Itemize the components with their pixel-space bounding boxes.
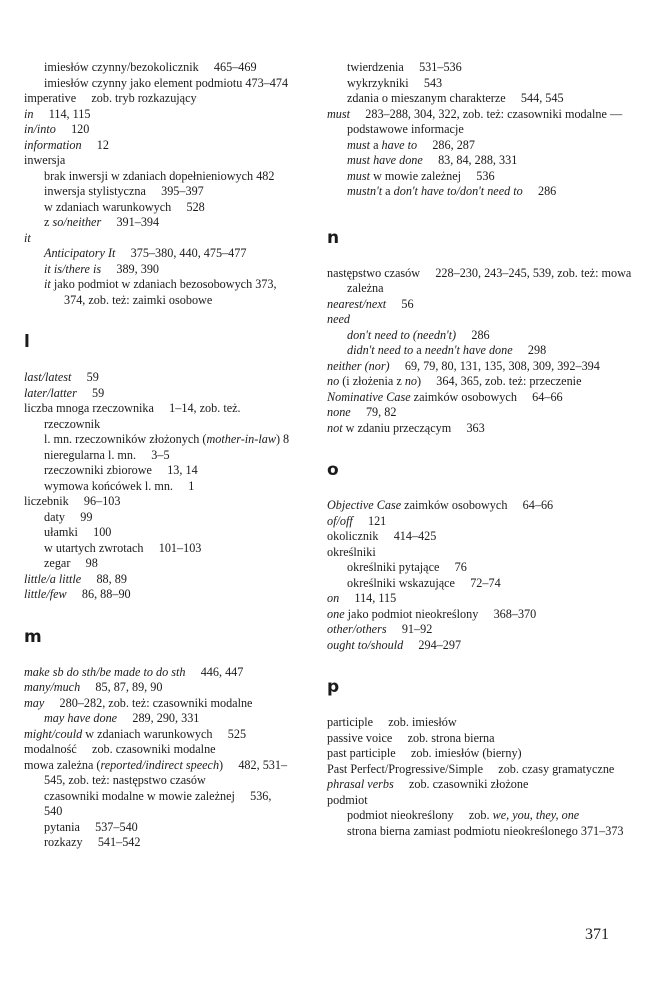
entry-text: 99	[64, 509, 93, 524]
index-entry	[327, 498, 632, 514]
index-entry	[327, 777, 632, 793]
entry-term-italic: Anticipatory It	[44, 246, 116, 260]
entry-text: w zdaniu przeczącym	[342, 420, 452, 435]
entry-text: określniki pytające	[347, 560, 440, 574]
entry-term-italic: mustn't	[347, 184, 383, 198]
index-subentry	[24, 541, 290, 557]
entry-term-italic: Objective Case	[327, 498, 402, 512]
entry-text: 72–74	[454, 575, 501, 590]
section-gap	[24, 647, 290, 665]
index-entry	[24, 727, 290, 743]
index-entry	[327, 638, 632, 654]
entry-text: 525	[212, 726, 247, 741]
index-entry	[24, 758, 290, 789]
entry-text: podmiot nieokreślony	[347, 808, 454, 822]
entry-term-italic: may	[24, 695, 45, 710]
entry-text: w mowie zależnej	[370, 168, 462, 183]
entry-text: 465–469	[198, 60, 257, 74]
entry-text: 395–397	[145, 184, 204, 198]
entry-term-italic: must	[347, 137, 371, 152]
index-entry	[24, 370, 290, 386]
section-gap	[327, 436, 632, 460]
index-entry	[24, 138, 290, 154]
entry-text: 375–380, 440, 475–477	[115, 246, 247, 260]
section-letter-heading: o	[327, 460, 339, 480]
entry-text: 100	[77, 525, 112, 539]
entry-term-italic: it is/there is	[44, 261, 102, 276]
index-subentry	[327, 169, 632, 185]
entry-text: 96–103	[68, 494, 121, 508]
entry-text: 114, 115	[339, 591, 397, 605]
index-entry	[24, 91, 290, 107]
entry-term-italic: have to	[381, 137, 418, 152]
entry-text: a	[382, 184, 394, 198]
index-entry	[327, 107, 632, 138]
index-entry	[24, 401, 290, 432]
index-entry	[327, 266, 632, 297]
index-entry	[327, 591, 632, 607]
entry-term-italic: later/latter	[24, 385, 77, 400]
index-subentry	[24, 60, 290, 76]
entry-text: brak inwersji w zdaniach dopełnieniowych	[44, 168, 254, 183]
entry-text: zob. tryb rozkazujący	[76, 91, 197, 105]
index-subentry	[24, 711, 290, 727]
entry-text: 59	[76, 385, 105, 400]
index-entry	[327, 421, 632, 437]
entry-text: mowa zależna (	[24, 757, 101, 772]
index-subentry	[24, 246, 290, 262]
entry-text: ułamki	[44, 525, 78, 539]
section-gap	[327, 697, 632, 715]
entry-text: liczba mnoga rzeczownika	[24, 401, 154, 415]
entry-text: ) 364, 365, zob. też: przeczenie	[417, 374, 582, 388]
entry-text: 536	[461, 168, 495, 183]
entry-term-italic: may have done	[44, 711, 118, 725]
index-subentry	[327, 153, 632, 169]
index-entry	[327, 715, 632, 731]
section-gap	[327, 653, 632, 677]
entry-text: 294–297	[403, 637, 462, 652]
index-entry	[24, 665, 290, 681]
entry-term-italic: on	[327, 591, 340, 605]
entry-text: 544, 545	[505, 91, 564, 105]
entry-text: pytania	[44, 819, 80, 834]
index-subentry	[327, 824, 632, 840]
index-subentry	[24, 835, 290, 851]
entry-term-italic: in	[24, 106, 34, 121]
entry-text: 286, 287	[417, 137, 475, 152]
entry-term-italic: of/off	[327, 513, 353, 528]
entry-text: imiesłów czynny/bezokolicznik	[44, 60, 199, 74]
index-entry	[24, 742, 290, 758]
entry-term-italic: we, you, they, one	[492, 808, 580, 822]
entry-term-italic: so/neither	[52, 215, 102, 229]
entry-text: zob.	[453, 808, 493, 822]
section-gap	[24, 308, 290, 332]
index-entry	[327, 374, 632, 390]
index-subentry	[24, 510, 290, 526]
index-subentry	[327, 91, 632, 107]
entry-text: 286	[522, 184, 557, 198]
entry-term-italic: one	[327, 606, 345, 621]
entry-text: 98	[70, 556, 98, 570]
entry-text: 76	[439, 560, 467, 574]
entry-text: 83, 84, 288, 331	[422, 153, 518, 167]
entry-text: passive voice	[327, 730, 393, 745]
entry-text: 543	[408, 75, 443, 90]
entry-text: zob. czasy gramatyczne	[483, 761, 615, 776]
index-entry	[327, 731, 632, 747]
entry-term-italic: Nominative Case	[327, 389, 411, 404]
section-gap	[24, 603, 290, 627]
entry-text: ) 482, 531–545, zob. też: następstwo czasów	[44, 757, 288, 787]
index-entry	[327, 622, 632, 638]
entry-text: 280–282, zob. też: czasowniki modalne	[44, 695, 253, 710]
entry-text: w utartych zwrotach	[44, 540, 144, 555]
entry-text: zaimków osobowych	[410, 389, 517, 404]
entry-text: w zdaniach warunkowych	[44, 199, 172, 214]
index-subentry	[24, 463, 290, 479]
index-subentry	[327, 60, 632, 76]
section-letter-heading: n	[327, 227, 340, 248]
index-subentry	[24, 789, 290, 820]
entry-text: 473–474	[242, 75, 289, 90]
entry-text: strona bierna zamiast podmiotu nieokreślonego 371–373	[347, 823, 624, 838]
entry-term-italic: none	[327, 405, 351, 419]
section-gap	[24, 352, 290, 370]
entry-text: zob. czasowniki modalne	[76, 742, 216, 756]
index-entry	[327, 762, 632, 778]
entry-text: participle	[327, 715, 374, 729]
entry-term-italic: phrasal verbs	[327, 777, 394, 791]
entry-text: zaimków osobowych	[401, 498, 508, 512]
entry-text: okolicznik	[327, 529, 379, 543]
entry-text: wymowa końcówek l. mn.	[44, 478, 173, 493]
index-entry	[24, 494, 290, 510]
entry-term-italic: other/others	[327, 622, 387, 636]
entry-text: Past Perfect/Progressive/Simple	[327, 761, 484, 776]
section-letter-heading: l	[24, 332, 30, 352]
index-subentry	[24, 432, 290, 448]
entry-text: a	[413, 343, 425, 357]
index-entry	[327, 514, 632, 530]
entry-text: 286	[456, 327, 490, 342]
index-entry	[24, 696, 290, 712]
entry-term-italic: last/latest	[24, 370, 72, 384]
index-entry	[327, 405, 632, 421]
entry-text: 120	[55, 122, 90, 136]
entry-term-italic: it	[24, 230, 31, 245]
entry-term-italic: not	[327, 420, 343, 435]
entry-text: 13, 14	[151, 463, 198, 477]
entry-term-italic: must	[327, 106, 351, 121]
entry-text: 298	[512, 343, 547, 357]
index-entry	[24, 572, 290, 588]
index-subentry	[24, 448, 290, 464]
index-column-right	[327, 60, 632, 839]
entry-text: 414–425	[378, 529, 437, 543]
entry-text: ) 8	[275, 432, 290, 446]
entry-text: w zdaniach warunkowych	[82, 726, 213, 741]
index-subentry	[24, 479, 290, 495]
entry-text: 446, 447	[185, 664, 244, 679]
section-letter-heading: p	[327, 677, 340, 697]
entry-text: 228–230, 243–245, 539, zob. też: mowa zależna	[347, 265, 632, 295]
section-gap	[327, 480, 632, 498]
index-entry	[327, 359, 632, 375]
section-gap	[327, 248, 632, 266]
page-number: 371	[585, 926, 609, 943]
entry-text: 1	[172, 478, 195, 493]
entry-text: jako podmiot nieokreślony	[344, 606, 479, 621]
entry-text: 88, 89	[81, 571, 127, 586]
entry-text: 531–536	[403, 60, 462, 74]
entry-text: 536, 540	[44, 788, 272, 818]
entry-text: zdania o mieszanym charakterze	[347, 91, 506, 105]
entry-text: 389, 390	[101, 261, 159, 276]
entry-text: 56	[386, 296, 414, 311]
entry-text: zob. strona bierna	[392, 730, 495, 745]
entry-term-italic: nearest/next	[327, 296, 387, 311]
entry-text: modalność	[24, 742, 77, 756]
entry-text: zob. czasowniki złożone	[393, 777, 529, 791]
entry-text: imperative	[24, 91, 77, 105]
entry-text: 289, 290, 331	[117, 711, 200, 725]
index-entry	[327, 607, 632, 623]
entry-text: imiesłów czynny jako element podmiotu	[44, 75, 243, 90]
index-subentry	[24, 277, 290, 308]
index-entry	[24, 153, 290, 169]
entry-term-italic: in/into	[24, 122, 56, 136]
section-letter-heading: m	[24, 626, 42, 647]
index-subentry	[327, 560, 632, 576]
entry-term-italic: no	[404, 374, 418, 388]
entry-text: podmiot	[327, 792, 368, 807]
entry-text: 69, 79, 80, 131, 135, 308, 309, 392–394	[389, 358, 600, 373]
entry-term-italic: reported/indirect speech	[100, 757, 220, 772]
index-entry	[24, 107, 290, 123]
entry-text: 283–288, 304, 322, zob. też: czasowniki modalne — podstawowe informacje	[347, 106, 623, 136]
entry-text: następstwo czasów	[327, 265, 421, 280]
entry-term-italic: mother-in-law	[206, 432, 276, 446]
index-entry	[24, 587, 290, 603]
entry-text: 121	[352, 513, 387, 528]
entry-text: l. mn. rzeczowników złożonych (	[44, 432, 207, 446]
entry-text: 12	[81, 137, 109, 152]
index-subentry	[327, 138, 632, 154]
index-entry	[24, 680, 290, 696]
index-subentry	[327, 343, 632, 359]
entry-text: rozkazy	[44, 835, 83, 849]
entry-term-italic: must	[347, 168, 371, 183]
entry-text: 1–14, zob. też. rzeczownik	[44, 401, 241, 431]
entry-text: liczebnik	[24, 494, 69, 508]
entry-text: rzeczowniki zbiorowe	[44, 463, 152, 477]
entry-text: zob. imiesłów	[373, 715, 457, 729]
index-column-left	[24, 60, 290, 851]
entry-term-italic: need	[327, 312, 351, 326]
entry-text: 391–394	[101, 215, 160, 229]
entry-text: past participle	[327, 746, 396, 760]
entry-text: 3–5	[136, 447, 170, 462]
entry-text: 91–92	[386, 622, 433, 636]
index-subentry	[24, 215, 290, 231]
index-subentry	[24, 76, 290, 92]
index-subentry	[24, 200, 290, 216]
entry-text: a	[370, 137, 382, 152]
entry-text: (i złożenia z	[339, 374, 405, 388]
index-entry	[327, 297, 632, 313]
index-subentry	[24, 184, 290, 200]
entry-text: 86, 88–90	[66, 587, 131, 601]
entry-text: inwersja	[24, 153, 66, 167]
index-entry	[327, 529, 632, 545]
entry-text: czasowniki modalne w mowie zależnej	[44, 788, 235, 803]
entry-text: 64–66	[516, 389, 563, 404]
index-entry	[327, 390, 632, 406]
entry-text: 79, 82	[350, 405, 397, 419]
entry-text: inwersja stylistyczna	[44, 184, 146, 198]
index-subentry	[24, 169, 290, 185]
section-gap	[327, 200, 632, 228]
entry-text: określniki	[327, 544, 376, 559]
index-subentry	[24, 525, 290, 541]
entry-text: z	[44, 215, 53, 229]
index-entry	[24, 122, 290, 138]
index-subentry	[24, 820, 290, 836]
entry-term-italic: little/few	[24, 587, 67, 601]
entry-text: twierdzenia	[347, 60, 404, 74]
index-subentry	[24, 556, 290, 572]
entry-text: 528	[171, 199, 205, 214]
entry-text: zob. imiesłów (bierny)	[395, 746, 522, 760]
entry-text: 541–542	[82, 835, 141, 849]
index-entry	[327, 793, 632, 809]
index-entry	[24, 386, 290, 402]
entry-text: 64–66	[507, 498, 554, 512]
index-subentry	[327, 808, 632, 824]
entry-term-italic: information	[24, 137, 82, 152]
index-subentry	[327, 184, 632, 200]
entry-term-italic: don't have to/don't need to	[393, 184, 523, 198]
entry-text: 363	[451, 420, 485, 435]
index-subentry	[327, 328, 632, 344]
index-entry	[327, 312, 632, 328]
entry-term-italic: many/much	[24, 680, 81, 694]
index-subentry	[327, 76, 632, 92]
entry-text: 114, 115	[33, 106, 91, 121]
entry-text: nieregularna l. mn.	[44, 447, 137, 462]
entry-text: daty	[44, 509, 65, 524]
entry-text: zegar	[44, 556, 71, 570]
entry-text: 101–103	[143, 540, 202, 555]
index-entry	[24, 231, 290, 247]
entry-term-italic: needn't have done	[424, 343, 513, 357]
entry-term-italic: didn't need to	[347, 343, 414, 357]
entry-text: 537–540	[79, 819, 138, 834]
index-subentry	[327, 576, 632, 592]
entry-text: 85, 87, 89, 90	[80, 680, 163, 694]
entry-text: jako podmiot w zdaniach bezosobowych 373, 374, zob. też: zaimki osobowe	[50, 277, 277, 307]
entry-term-italic: neither (nor)	[327, 358, 390, 373]
entry-text: 482	[253, 168, 275, 183]
entry-text: wykrzykniki	[347, 75, 409, 90]
entry-term-italic: make sb do sth/be made to do sth	[24, 664, 186, 679]
index-subentry	[24, 262, 290, 278]
index-entry	[327, 746, 632, 762]
entry-text: 368–370	[478, 606, 537, 621]
entry-text: 59	[71, 370, 99, 384]
entry-term-italic: don't need to (needn't)	[347, 327, 457, 342]
entry-term-italic: it	[44, 277, 51, 291]
entry-term-italic: little/a little	[24, 571, 82, 586]
entry-term-italic: ought to/should	[327, 637, 404, 652]
entry-term-italic: must have done	[347, 153, 423, 167]
entry-term-italic: might/could	[24, 726, 83, 741]
index-entry	[327, 545, 632, 561]
entry-term-italic: no	[327, 374, 340, 388]
entry-text: określniki wskazujące	[347, 575, 455, 590]
